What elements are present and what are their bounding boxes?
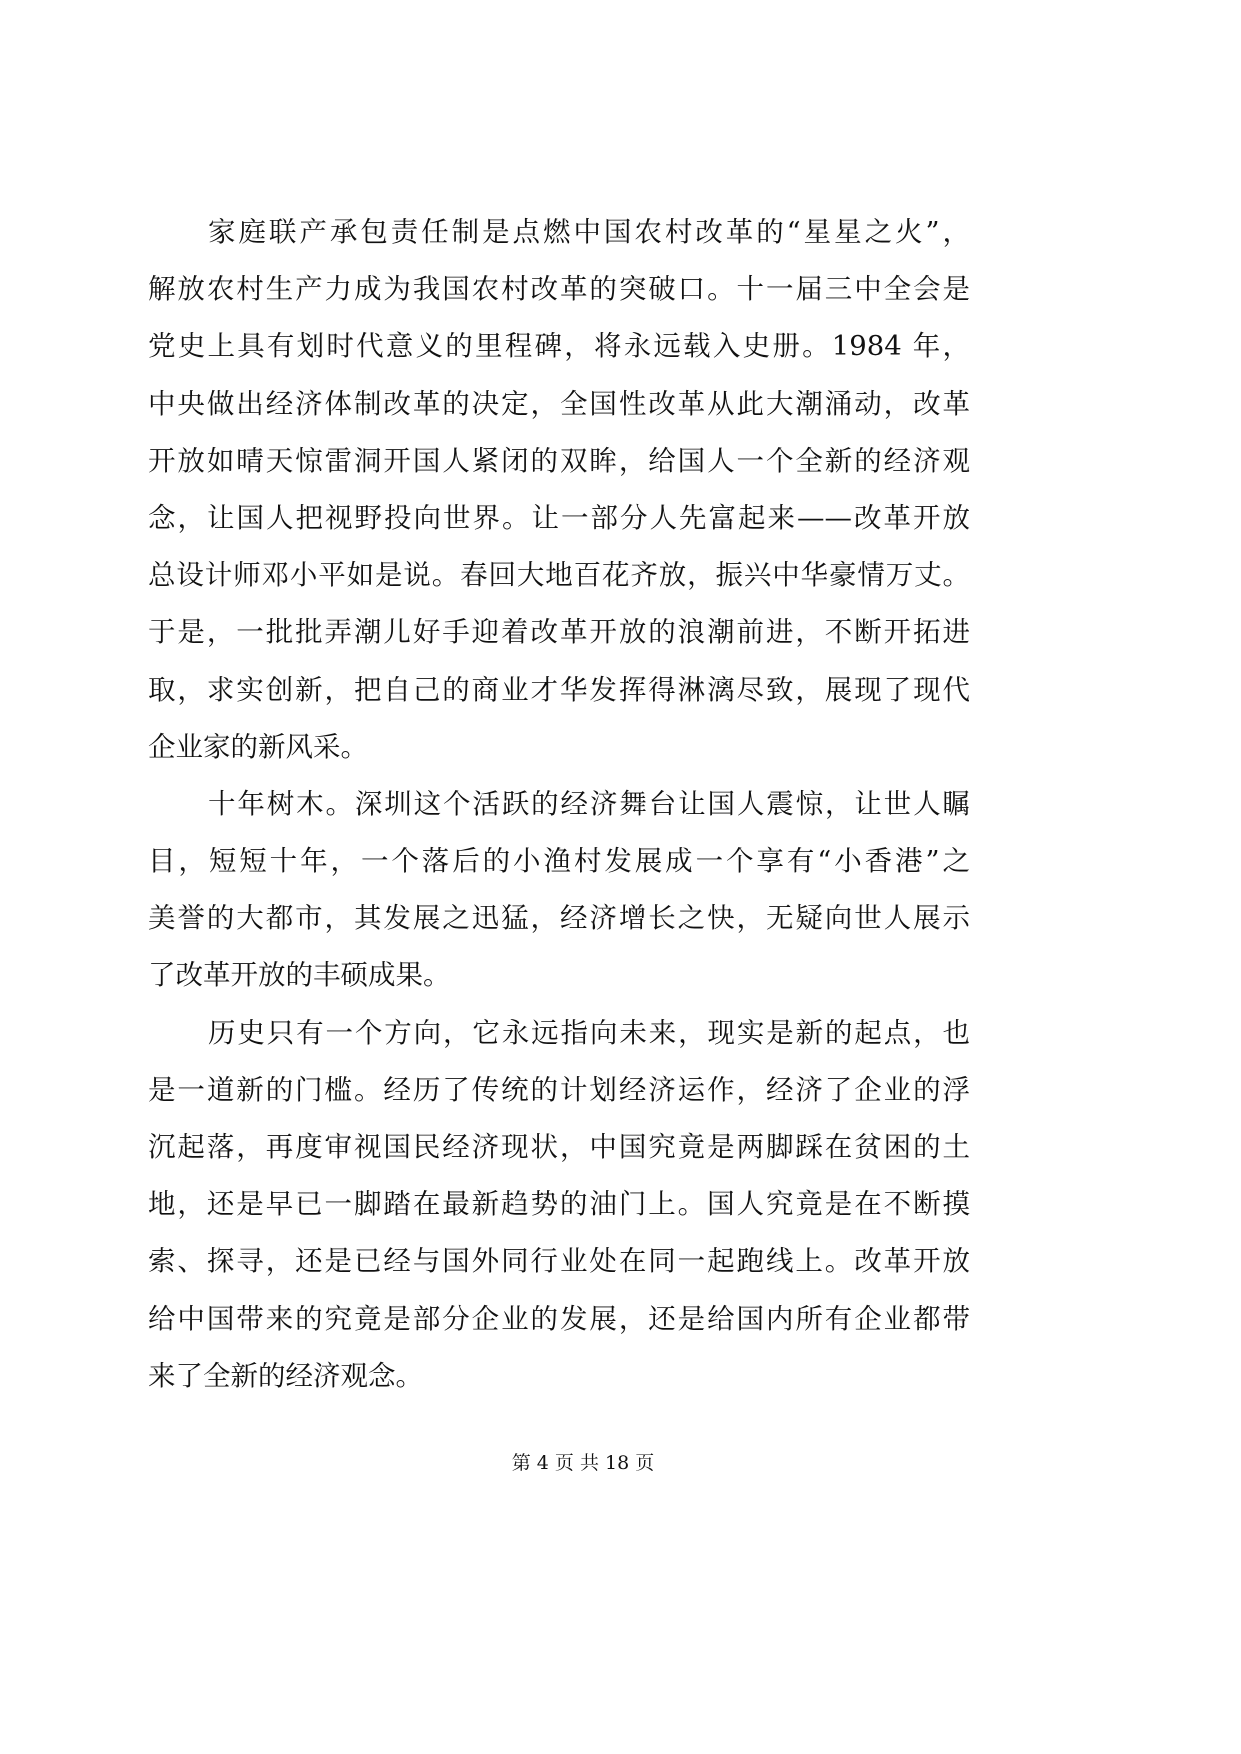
text-line: 取，求实创新，把自己的商业才华发挥得淋漓尽致，展现了现代: [148, 673, 970, 706]
paragraph-1: [148, 204, 970, 776]
text-line: 企业家的新风采。: [148, 730, 368, 763]
text-line: 十年树木。深圳这个活跃的经济舞台让国人震惊，让世人瞩: [208, 787, 970, 820]
text-line: 目，短短十年，一个落后的小渔村发展成一个享有“小香港”之: [148, 845, 970, 878]
text-line: 总设计师邓小平如是说。春回大地百花齐放，振兴中华豪情万丈。: [148, 559, 970, 592]
text-line: 念，让国人把视野投向世界。让一部分人先富起来——改革开放: [148, 501, 970, 534]
document-body: [148, 204, 970, 1405]
text-line: 沉起落，再度审视国民经济现状，中国究竟是两脚踩在贫困的土: [148, 1131, 970, 1163]
text-line: 来了全新的经济观念。: [148, 1359, 423, 1392]
text-line: 了改革开放的丰硕成果。: [148, 959, 451, 992]
text-line: 党史上具有划时代意义的里程碑，将永远载入史册。1984 年，: [148, 330, 970, 363]
text-line: 是一道新的门槛。经历了传统的计划经济运作，经济了企业的浮: [148, 1073, 970, 1106]
text-line: 开放如晴天惊雷洞开国人紧闭的双眸，给国人一个全新的经济观: [148, 444, 970, 477]
text-line: 地，还是早已一脚踏在最新趋势的油门上。国人究竟是在不断摸: [148, 1188, 970, 1221]
text-line: 索、探寻，还是已经与国外同行业处在同一起跑线上。改革开放: [148, 1245, 970, 1278]
text-line: 美誉的大都市，其发展之迅猛，经济增长之快，无疑向世人展示: [148, 902, 970, 935]
text-line: 于是，一批批弄潮儿好手迎着改革开放的浪潮前进，不断开拓进: [148, 616, 970, 649]
text-line: 家庭联产承包责任制是点燃中国农村改革的“星星之火”，: [208, 216, 970, 248]
text-line: 历史只有一个方向，它永远指向未来，现实是新的起点，也: [208, 1016, 970, 1049]
page-number-footer: 第 4 页 共 18 页: [511, 1452, 655, 1474]
paragraph-2: [148, 776, 970, 1005]
text-line: 给中国带来的究竟是部分企业的发展，还是给国内所有企业都带: [148, 1302, 970, 1335]
text-line: 解放农村生产力成为我国农村改革的突破口。十一届三中全会是: [148, 273, 970, 306]
text-line: 中央做出经济体制改革的决定，全国性改革从此大潮涌动，改革: [148, 387, 970, 420]
paragraph-3: [148, 1005, 970, 1405]
